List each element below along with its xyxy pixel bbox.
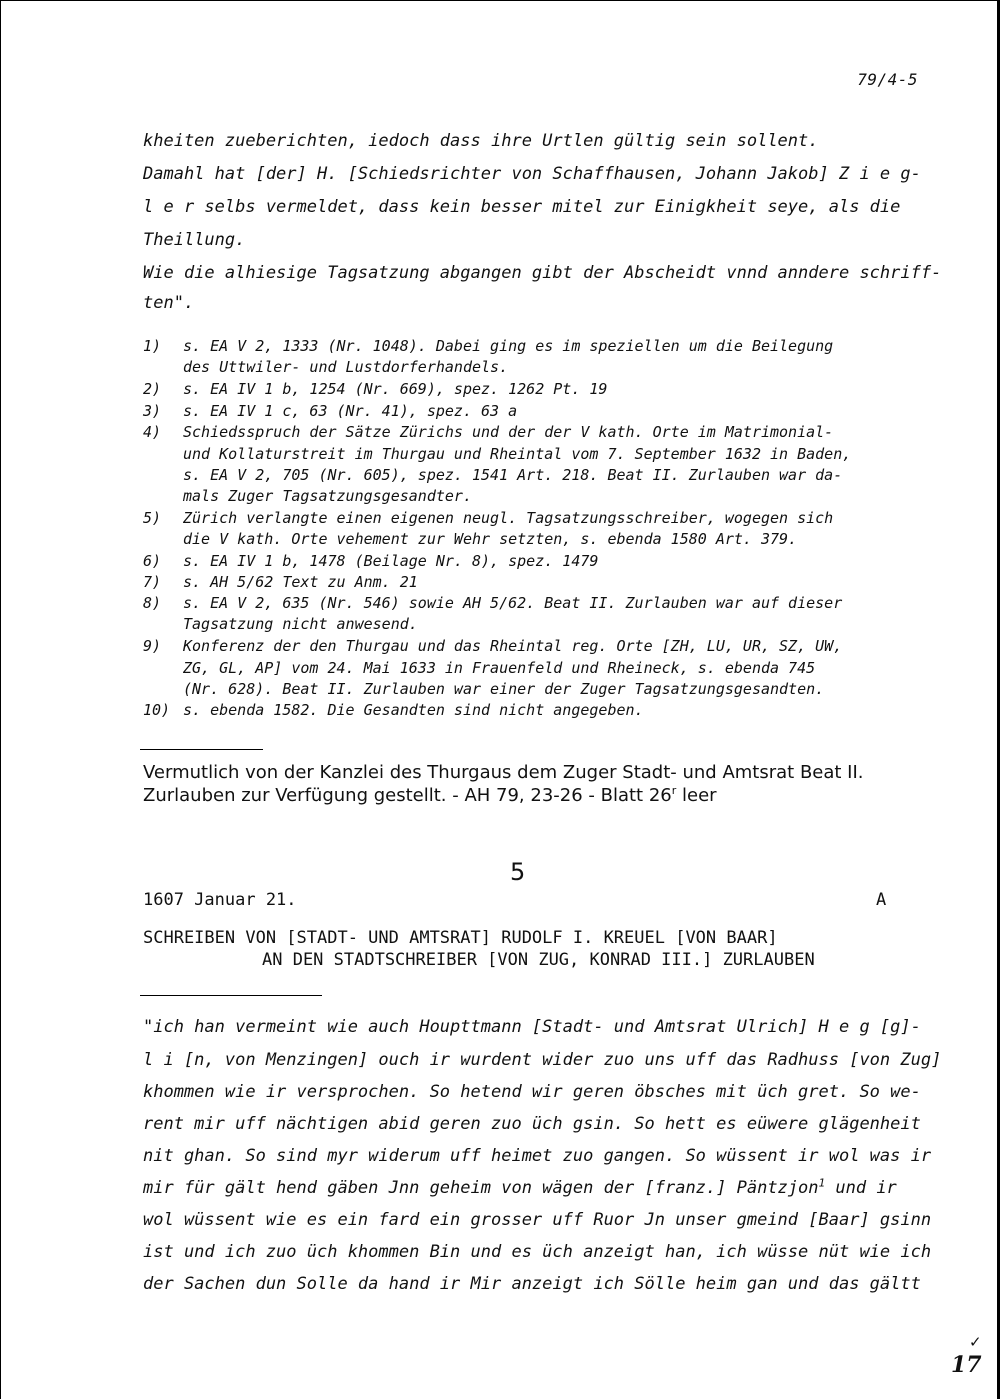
footnote-number: 3) bbox=[143, 402, 162, 420]
letter-line: l i [n, von Menzingen] ouch ir wurdent wider zuo uns uff das Radhuss [von Zug] bbox=[143, 1050, 942, 1070]
letter-line: wol wüssent wie es ein fard ein grosser uff Ruor Jn unser gmeind [Baar] gsinn bbox=[143, 1210, 932, 1230]
letter-line: der Sachen dun Solle da hand ir Mir anzeigt ich Sölle heim gan und das gältt bbox=[143, 1274, 921, 1294]
footnote-text: mals Zuger Tagsatzungsgesandter. bbox=[183, 487, 472, 505]
page-border-left bbox=[0, 0, 1, 1399]
footnote-number: 6) bbox=[143, 552, 162, 570]
footnote-text: s. EA V 2, 705 (Nr. 605), spez. 1541 Art. 218. Beat II. Zurlauben war da- bbox=[183, 466, 843, 484]
footnote-text: die V kath. Orte vehement zur Wehr setzten, s. ebenda 1580 Art. 379. bbox=[183, 530, 798, 548]
source-note-text: Zurlauben zur Verfügung gestellt. - AH 79, 23-26 - Blatt 26 bbox=[143, 785, 672, 806]
footnote-text: und Kollaturstreit im Thurgau und Rheintal vom 7. September 1632 in Baden, bbox=[183, 445, 852, 463]
footnote-text: Konferenz der den Thurgau und das Rheintal reg. Orte [ZH, LU, UR, SZ, UW, bbox=[183, 637, 843, 655]
separator-rule bbox=[140, 995, 322, 996]
footnote-number: 4) bbox=[143, 423, 162, 441]
document-letter: A bbox=[876, 890, 887, 910]
separator-rule bbox=[140, 749, 263, 750]
footnote-number: 8) bbox=[143, 594, 162, 612]
intro-line: l e r selbs vermeldet, dass kein besser mitel zur Einigkheit seye, als die bbox=[143, 197, 901, 217]
document-heading: SCHREIBEN VON [STADT- UND AMTSRAT] RUDOLF I. KREUEL [VON BAAR] bbox=[143, 928, 778, 948]
document-heading: AN DEN STADTSCHREIBER [VON ZUG, KONRAD III.] ZURLAUBEN bbox=[262, 950, 815, 970]
letter-line: khommen wie ir versprochen. So hetend wir geren öbsches mit üch gret. So we- bbox=[143, 1082, 921, 1102]
footnote-number: 9) bbox=[143, 637, 162, 655]
page-border-top bbox=[0, 0, 1000, 1]
footnote-text: Schiedsspruch der Sätze Zürichs und der der V kath. Orte im Matrimonial- bbox=[183, 423, 834, 441]
source-note-suffix: leer bbox=[676, 785, 717, 806]
footnote-text: s. EA V 2, 1333 (Nr. 1048). Dabei ging es im speziellen um die Beilegung bbox=[183, 337, 834, 355]
letter-line: nit ghan. So sind myr widerum uff heimet zuo gangen. So wüssent ir wol was ir bbox=[143, 1146, 932, 1166]
footnote-text: ZG, GL, AP] vom 24. Mai 1633 in Frauenfeld und Rheineck, s. ebenda 745 bbox=[183, 659, 816, 677]
footnote-number: 5) bbox=[143, 509, 162, 527]
document-date: 1607 Januar 21. bbox=[143, 890, 297, 910]
footnote-text: s. ebenda 1582. Die Gesandten sind nicht angegeben. bbox=[183, 701, 644, 719]
footnote-text: s. AH 5/62 Text zu Anm. 21 bbox=[183, 573, 418, 591]
footnote-number: 7) bbox=[143, 573, 162, 591]
intro-line: Wie die alhiesige Tagsatzung abgangen gibt der Abscheidt vnnd anndere schriff- bbox=[143, 263, 942, 283]
check-mark-icon: ✓ bbox=[969, 1333, 982, 1351]
footnote-number: 2) bbox=[143, 380, 162, 398]
source-note-line: Vermutlich von der Kanzlei des Thurgaus dem Zuger Stadt- und Amtsrat Beat II. bbox=[143, 762, 864, 783]
letter-line: "ich han vermeint wie auch Houpttmann [Stadt- und Amtsrat Ulrich] H e g [g]- bbox=[143, 1017, 921, 1037]
source-note-superscript: r bbox=[671, 784, 677, 797]
footnote-text: des Uttwiler- und Lustdorferhandels. bbox=[183, 358, 509, 376]
letter-text: mir für gält hend gäben Jnn geheim von wägen der [franz.] Päntzjon bbox=[143, 1178, 819, 1198]
footnote-text: Zürich verlangte einen eigenen neugl. Tagsatzungsschreiber, wogegen sich bbox=[183, 509, 834, 527]
intro-line: Theillung. bbox=[143, 230, 246, 250]
handwritten-page-number: 17 bbox=[951, 1352, 982, 1378]
footnote-text: s. EA IV 1 c, 63 (Nr. 41), spez. 63 a bbox=[183, 402, 518, 420]
letter-line: ist und ich zuo üch khommen Bin und es üch anzeigt han, ich wüsse nüt wie ich bbox=[143, 1242, 932, 1262]
letter-line bbox=[143, 1178, 897, 1198]
source-note-line bbox=[143, 785, 717, 806]
footnote-text: (Nr. 628). Beat II. Zurlauben war einer der Zuger Tagsatzungsgesandten. bbox=[183, 680, 825, 698]
footnote-text: s. EA V 2, 635 (Nr. 546) sowie AH 5/62. Beat II. Zurlauben war auf dieser bbox=[183, 594, 843, 612]
section-number: 5 bbox=[510, 858, 526, 886]
footnote-text: Tagsatzung nicht anwesend. bbox=[183, 615, 418, 633]
intro-line: Damahl hat [der] H. [Schiedsrichter von Schaffhausen, Johann Jakob] Z i e g- bbox=[143, 164, 921, 184]
page-reference: 79/4-5 bbox=[857, 70, 918, 89]
footnote-text: s. EA IV 1 b, 1254 (Nr. 669), spez. 1262 Pt. 19 bbox=[183, 380, 608, 398]
footnote-reference: 1 bbox=[818, 1176, 826, 1190]
letter-text: und ir bbox=[825, 1178, 897, 1198]
footnote-text: s. EA IV 1 b, 1478 (Beilage Nr. 8), spez. 1479 bbox=[183, 552, 599, 570]
footnote-number: 10) bbox=[143, 701, 171, 719]
letter-line: rent mir uff nächtigen abid geren zuo üch gsin. So hett es eüwere glägenheit bbox=[143, 1114, 921, 1134]
footnote-number: 1) bbox=[143, 337, 162, 355]
intro-line: ten". bbox=[143, 293, 195, 313]
intro-line: kheiten zueberichten, iedoch dass ihre Urtlen gültig sein sollent. bbox=[143, 131, 819, 151]
